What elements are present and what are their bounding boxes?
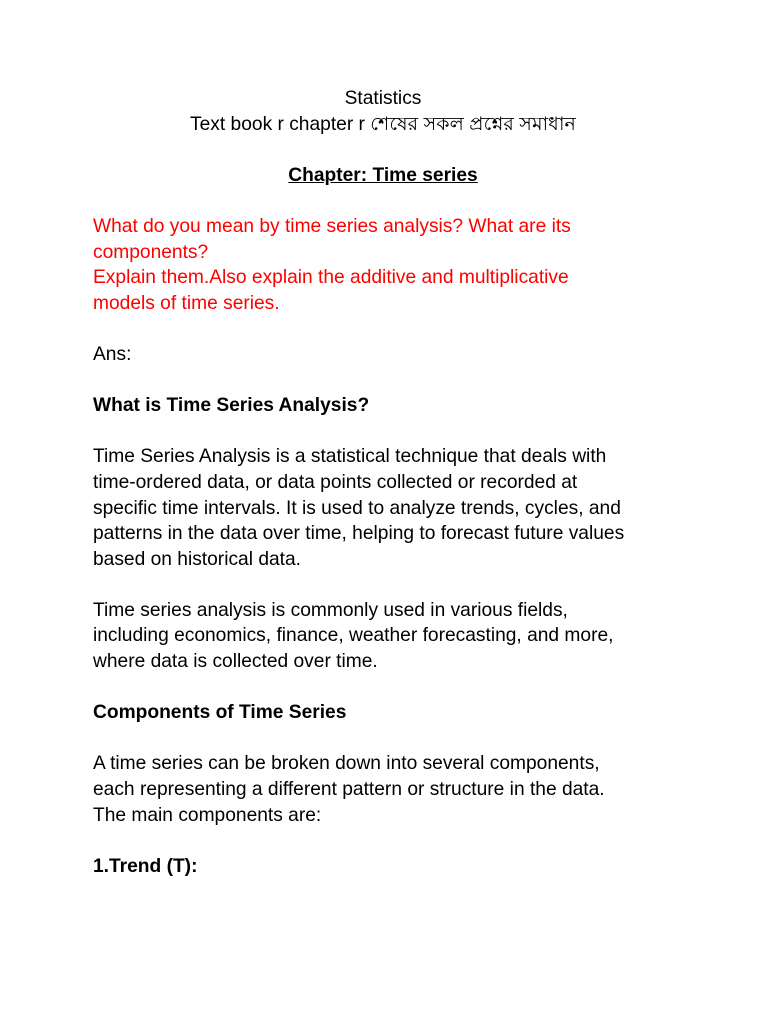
document-page <box>93 86 693 879</box>
spacer <box>93 572 693 598</box>
section-heading: Components of Time Series <box>93 702 347 724</box>
question-line: components? <box>93 241 209 263</box>
spacer <box>93 188 693 214</box>
question-block <box>93 214 693 316</box>
paragraph-line: including economics, finance, weather forecasting, and more, <box>93 625 614 647</box>
paragraph-line: specific time intervals. It is used to analyze trends, cycles, and <box>93 497 621 519</box>
question-line: models of time series. <box>93 292 280 314</box>
paragraph <box>93 751 693 828</box>
question-line: Explain them.Also explain the additive and multiplicative <box>93 267 569 289</box>
answer-label: Ans: <box>93 343 132 365</box>
spacer <box>93 137 693 163</box>
spacer <box>93 368 693 394</box>
question-line: What do you mean by time series analysis? What are its <box>93 215 571 237</box>
spacer <box>93 726 693 752</box>
paragraph-line: based on historical data. <box>93 548 301 570</box>
paragraph-line: Time series analysis is commonly used in various fields, <box>93 599 568 621</box>
paragraph-line: A time series can be broken down into several components, <box>93 753 600 775</box>
paragraph <box>93 598 693 675</box>
spacer <box>93 316 693 342</box>
paragraph-line: The main components are: <box>93 804 322 826</box>
document-title: Statistics <box>344 88 422 109</box>
paragraph-line: patterns in the data over time, helping to forecast future values <box>93 523 625 545</box>
chapter-heading: Chapter: Time series <box>288 164 478 186</box>
spacer <box>93 828 693 854</box>
section-heading: What is Time Series Analysis? <box>93 395 370 417</box>
section-heading: 1.Trend (T): <box>93 855 198 877</box>
paragraph <box>93 444 693 572</box>
spacer <box>93 419 693 445</box>
paragraph-line: Time Series Analysis is a statistical technique that deals with <box>93 446 607 468</box>
paragraph-line: time-ordered data, or data points collected or recorded at <box>93 471 578 493</box>
paragraph-line: where data is collected over time. <box>93 651 378 673</box>
paragraph-line: each representing a different pattern or structure in the data. <box>93 779 605 801</box>
document-subtitle: Text book r chapter r শেষের সকল প্রশ্নের সমাধান <box>190 113 576 135</box>
spacer <box>93 675 693 701</box>
